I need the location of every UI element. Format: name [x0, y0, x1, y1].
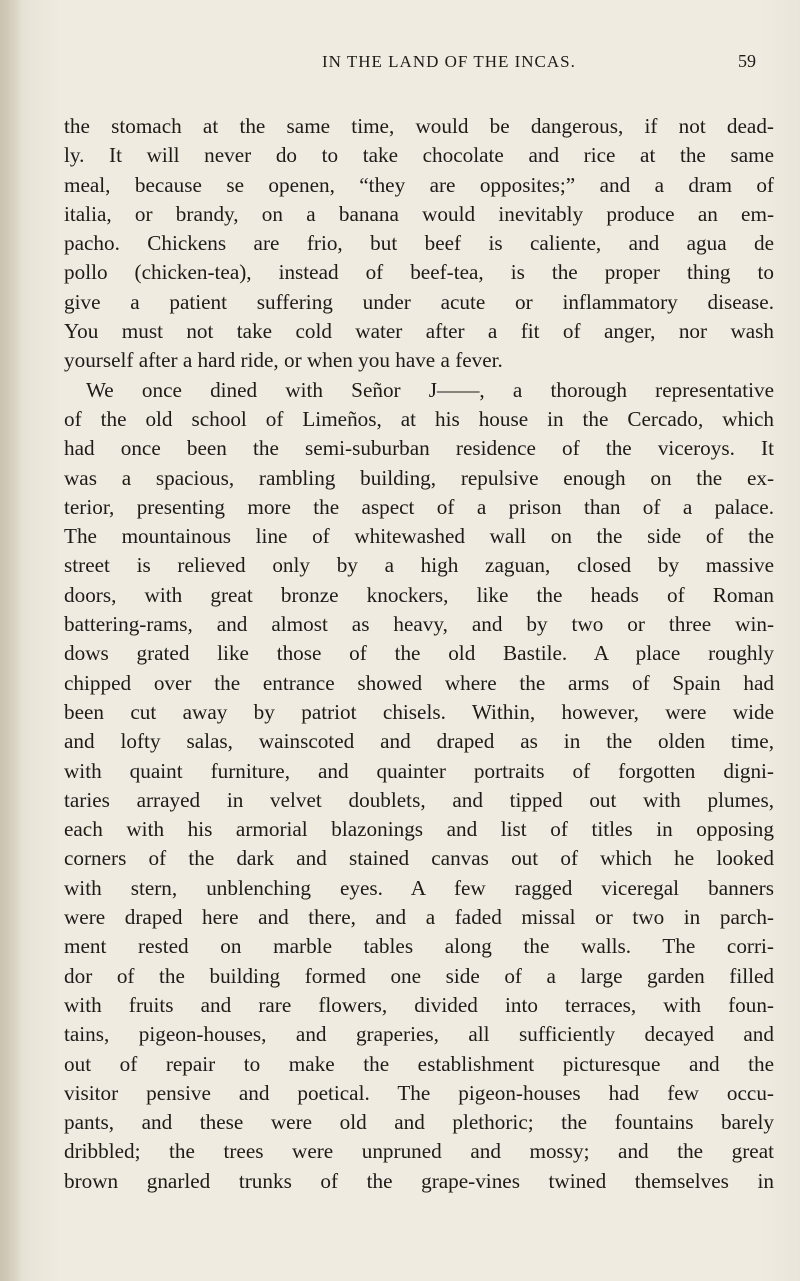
- text-line: yourself after a hard ride, or when you have a fever.: [64, 348, 503, 373]
- page-number: 59: [738, 51, 756, 71]
- text-line: doors, with great bronze knockers, like the heads of Roman: [64, 582, 774, 607]
- text-line: brown gnarled trunks of the grape-vines twined themselves in: [64, 1168, 774, 1193]
- text-line: ment rested on marble tables along the walls. The corri-: [64, 934, 774, 959]
- text-line: We once dined with Señor J——, a thorough representative: [86, 377, 774, 402]
- text-line: terior, presenting more the aspect of a prison than of a palace.: [64, 494, 774, 519]
- text-line: and lofty salas, wainscoted and draped as in the olden time,: [64, 729, 774, 754]
- text-line: meal, because se openen, “they are opposites;” and a dram of: [64, 172, 774, 197]
- text-line: pollo (chicken-tea), instead of beef-tea, is the proper thing to: [64, 260, 774, 285]
- text-line: italia, or brandy, on a banana would inevitably produce an em-: [64, 201, 774, 226]
- text-line: The mountainous line of whitewashed wall on the side of the: [64, 524, 774, 549]
- text-line: with stern, unblenching eyes. A few ragged viceregal banners: [64, 875, 774, 900]
- running-head: IN THE LAND OF THE INCAS.: [322, 52, 576, 71]
- text-line: been cut away by patriot chisels. Within, however, were wide: [64, 699, 774, 724]
- text-line: dows grated like those of the old Bastile. A place roughly: [64, 641, 774, 666]
- text-line: You must not take cold water after a fit of anger, nor wash: [64, 319, 774, 344]
- text-line: out of repair to make the establishment picturesque and the: [64, 1051, 774, 1076]
- spine-shadow: [0, 0, 22, 1281]
- text-line: the stomach at the same time, would be dangerous, if not dead-: [64, 114, 774, 138]
- text-line: was a spacious, rambling building, repulsive enough on the ex-: [64, 465, 774, 490]
- text-line: battering-rams, and almost as heavy, and by two or three win-: [64, 612, 774, 637]
- text-line: were draped here and there, and a faded missal or two in parch-: [64, 905, 774, 930]
- body-text: [64, 112, 774, 1196]
- text-line: chipped over the entrance showed where the arms of Spain had: [64, 670, 774, 695]
- text-line: with quaint furniture, and quainter portraits of forgotten digni-: [64, 758, 774, 783]
- text-line: dribbled; the trees were unpruned and mossy; and the great: [64, 1139, 774, 1164]
- text-line: of the old school of Limeños, at his house in the Cercado, which: [64, 406, 774, 431]
- text-line: visitor pensive and poetical. The pigeon-houses had few occu-: [64, 1080, 774, 1105]
- text-line: pants, and these were old and plethoric; the fountains barely: [64, 1110, 774, 1135]
- text-line: tains, pigeon-houses, and graperies, all sufficiently decayed and: [64, 1022, 774, 1047]
- text-line: ly. It will never do to take chocolate and rice at the same: [64, 143, 774, 168]
- text-line: street is relieved only by a high zaguan, closed by massive: [64, 553, 774, 578]
- text-line: dor of the building formed one side of a large garden filled: [64, 963, 774, 988]
- text-line: had once been the semi-suburban residence of the viceroys. It: [64, 436, 774, 461]
- text-line: with fruits and rare flowers, divided into terraces, with foun-: [64, 992, 774, 1017]
- text-line: give a patient suffering under acute or inflammatory disease.: [64, 289, 774, 314]
- text-line: taries arrayed in velvet doublets, and tipped out with plumes,: [64, 787, 774, 812]
- text-line: each with his armorial blazonings and list of titles in opposing: [64, 817, 774, 842]
- text-line: corners of the dark and stained canvas out of which he looked: [64, 846, 774, 871]
- text-line: pacho. Chickens are frio, but beef is caliente, and agua de: [64, 231, 774, 256]
